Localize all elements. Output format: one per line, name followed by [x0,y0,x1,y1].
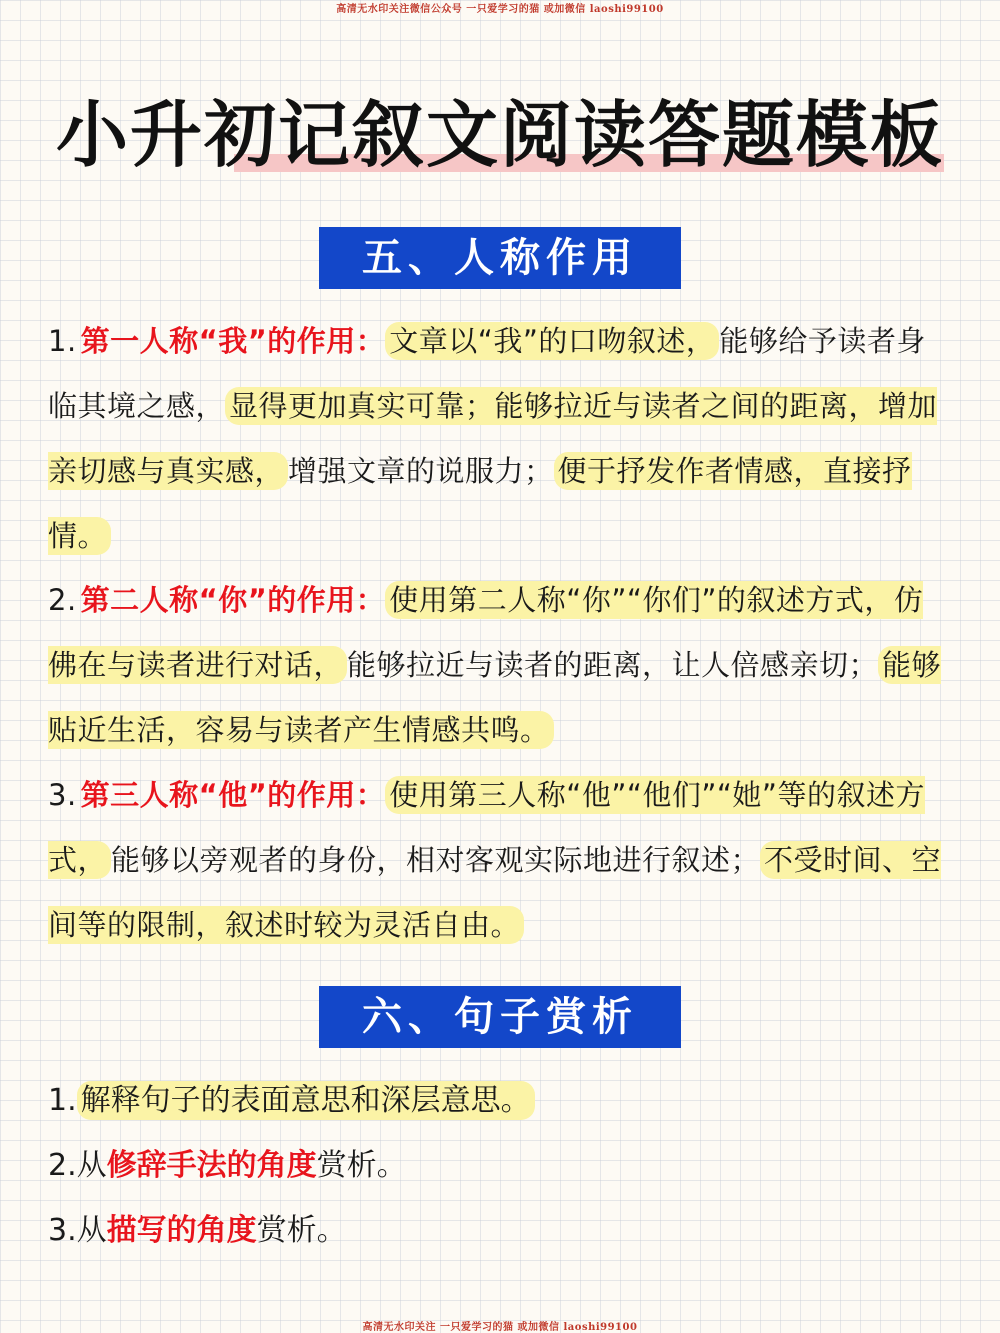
page-title-text: 小升初记叙文阅读答题模板 [55,93,944,177]
highlight-text: 使用第三人称“他”“他们”“她”等的叙述方式， [48,778,925,877]
item-number: 2. [48,583,77,617]
item-suffix: 赏析。 [256,1213,347,1248]
item-label: 第三人称“他”的作用： [80,778,386,812]
item-prefix: 3.从 [48,1213,107,1248]
highlight-text: 便于抒发作者情感，直接抒情。 [48,454,912,553]
item-number: 3. [48,778,77,812]
highlight-text: 不受时间、空间等的限制，叙述时较为灵活自由。 [48,843,942,942]
highlight-text: 使用第二人称“你”“你们”的叙述方式，仿佛在与读者进行对话， [48,583,924,682]
item-suffix: 赏析。 [316,1148,407,1183]
emphasis-text: 修辞手法的角度 [106,1148,317,1183]
page-title [56,92,944,178]
sentence-item-2 [48,1146,407,1186]
plain-text: 能够给予读者身临其境之感， [48,324,926,423]
item-number: 1. [48,324,77,358]
watermark-top: 高清无水印关注微信公众号 一只爱学习的猫 或加微信 laoshi99100 [336,4,664,15]
item-prefix: 1. [48,1083,77,1118]
section-heading-person: 五、人称作用 [319,227,681,289]
item-label: 第二人称“你”的作用： [80,583,386,617]
highlight-text: 解释句子的表面意思和深层意思。 [77,1081,535,1120]
section-heading-sentence: 六、句子赏析 [319,986,681,1048]
person-item-1 [48,309,948,569]
highlight-text: 显得更加真实可靠；能够拉近与读者之间的距离，增加亲切感与真实感， [48,389,938,488]
highlight-text: 能够贴近生活，容易与读者产生情感共鸣。 [48,648,942,747]
highlight-text: 文章以“我”的口吻叙述， [385,322,719,360]
plain-text: 能够以旁观者的身份，相对客观实际地进行叙述； [111,843,761,877]
plain-text: 能够拉近与读者的距离，让人倍感亲切； [347,648,879,682]
sentence-item-3 [48,1211,347,1251]
watermark-bottom: 高清无水印关注 一只爱学习的猫 或加微信 laoshi99100 [362,1322,638,1333]
person-item-3 [48,763,948,958]
person-item-2 [48,568,948,763]
title-container [0,92,1000,178]
item-prefix: 2.从 [48,1148,107,1183]
item-label: 第一人称“我”的作用： [80,324,386,358]
plain-text: 增强文章的说服力； [288,454,554,488]
sentence-item-1 [48,1081,535,1121]
emphasis-text: 描写的角度 [106,1213,257,1248]
